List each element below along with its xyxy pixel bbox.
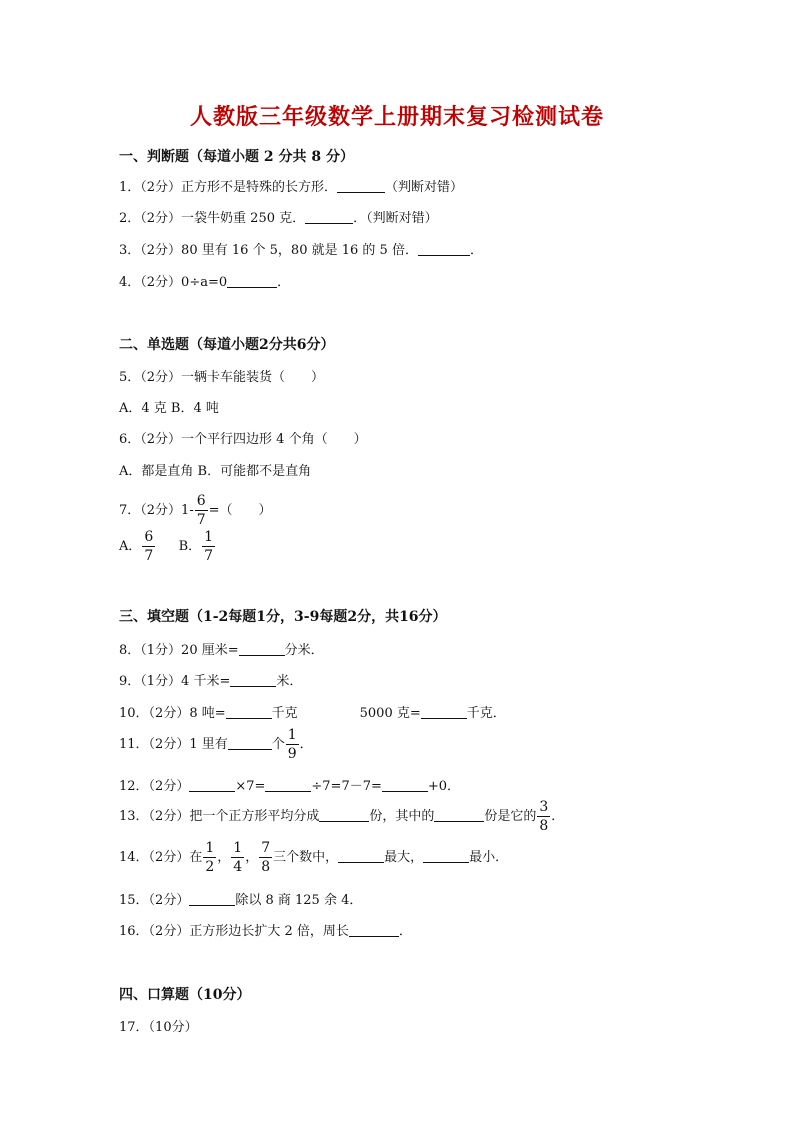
numerator: 1: [233, 840, 243, 856]
question-5-options: A．4 克 B．4 吨: [119, 401, 219, 416]
numerator: 3: [539, 799, 549, 815]
question-text: 16．（2分）正方形边长扩大 2 倍，周长: [119, 924, 349, 939]
question-text: ．: [398, 924, 412, 939]
fraction: [195, 494, 208, 527]
question-15: [119, 889, 362, 908]
fraction: [537, 800, 550, 833]
question-text: ．: [299, 737, 313, 752]
numerator: 6: [144, 529, 154, 545]
denominator: 4: [233, 859, 243, 875]
question-8: [119, 639, 324, 658]
question-1: [119, 176, 463, 195]
question-text: 7．（2分）: [119, 503, 182, 518]
fraction: [203, 841, 216, 874]
numerator: 1: [287, 727, 297, 743]
question-text: 15．（2分）: [119, 893, 190, 908]
question-7-options: [119, 530, 216, 563]
fraction: [259, 841, 272, 874]
answer-blank: [230, 673, 276, 687]
separator: ，: [217, 850, 231, 865]
question-3: [119, 239, 483, 258]
question-text: 11．（2分）1 里有: [119, 737, 228, 752]
denominator: 8: [261, 859, 271, 875]
answer-blank: [228, 736, 272, 750]
question-9: [119, 670, 302, 689]
section-heading-mental-math: 四、口算题（10分）: [119, 987, 251, 1003]
question-13: [119, 800, 564, 833]
fraction: [142, 530, 155, 563]
question-6-options: A．都是直角 B．可能都不是直角: [119, 464, 312, 479]
question-10: [119, 702, 506, 721]
answer-blank: [189, 892, 235, 906]
question-text: 份，其中的: [369, 809, 435, 824]
section-heading-fill-in: 三、填空题（1-2每题1分，3-9每题2分，共16分）: [119, 609, 447, 625]
question-text: 米．: [276, 674, 303, 689]
question-11: [119, 728, 313, 761]
answer-blank: [434, 808, 484, 822]
question-text: 分米．: [284, 643, 324, 658]
question-text: 8．（1分）20 厘米=: [119, 643, 239, 658]
question-text: 13．（2分）把一个正方形平均分成: [119, 809, 320, 824]
question-2: [119, 207, 438, 226]
question-text: 最小．: [469, 850, 509, 865]
question-text: 1．（2分）正方形不是特殊的长方形．: [119, 180, 338, 195]
question-text: 14．（2分）在: [119, 850, 203, 865]
denominator: 7: [204, 548, 214, 564]
question-text: =（ ）: [208, 503, 272, 518]
answer-blank: [265, 778, 311, 792]
question-12: [119, 775, 460, 794]
question-text: 千克: [271, 706, 298, 721]
answer-blank: [337, 179, 385, 193]
question-16: [119, 920, 412, 939]
question-text: 10．（2分）8 吨=: [119, 706, 226, 721]
question-text: 12．（2分）: [119, 779, 190, 794]
question-text: 3．（2分）80 里有 16 个 5，80 就是 16 的 5 倍．: [119, 243, 418, 258]
answer-blank: [382, 778, 428, 792]
question-text: 4．（2分）0÷a=0: [119, 275, 228, 290]
question-text: 千克．: [466, 706, 506, 721]
denominator: 7: [144, 548, 154, 564]
section-heading-multiple-choice: 二、单选题（每道小题2分共6分）: [119, 337, 335, 353]
minus-sign: -: [189, 503, 194, 518]
question-6: 6．（2分）一个平行四边形 4 个角（ ）: [119, 432, 367, 447]
question-5: 5．（2分）一辆卡车能装货（ ）: [119, 370, 325, 385]
answer-blank: [227, 274, 277, 288]
question-text: ×7=: [235, 779, 266, 794]
answer-blank: [305, 210, 353, 224]
question-7: [119, 494, 272, 527]
separator: ，: [245, 850, 259, 865]
fraction: [202, 530, 215, 563]
question-text: +0．: [427, 779, 461, 794]
numerator: 6: [196, 493, 206, 509]
denominator: 9: [287, 746, 297, 762]
question-text: 除以 8 商 125 余 4．: [235, 893, 363, 908]
question-text: ．（判断对错）: [353, 211, 438, 226]
whole-number: 1: [181, 503, 190, 518]
question-4: [119, 271, 290, 290]
page-title: 人教版三年级数学上册期末复习检测试卷: [189, 104, 604, 130]
question-text: ．: [469, 243, 483, 258]
fraction: [286, 728, 299, 761]
answer-blank: [239, 642, 285, 656]
question-text: ÷7=7－7=: [311, 779, 382, 794]
denominator: 2: [205, 859, 215, 875]
question-text: 份是它的: [484, 809, 537, 824]
option-a-label: A．: [119, 539, 142, 554]
question-text: 2．（2分）一袋牛奶重 250 克．: [119, 211, 306, 226]
fraction: [231, 841, 244, 874]
denominator: 7: [196, 512, 206, 528]
numerator: 7: [261, 840, 271, 856]
question-14: [119, 841, 508, 874]
question-text: 5000 克=: [359, 706, 421, 721]
answer-blank: [349, 923, 399, 937]
section-heading-judgment: 一、判断题（每道小题 2 分共 8 分）: [119, 149, 354, 165]
numerator: 1: [204, 529, 214, 545]
denominator: 8: [539, 818, 549, 834]
answer-blank: [423, 849, 469, 863]
question-text: 9．（1分）4 千米=: [119, 674, 231, 689]
answer-blank: [319, 808, 369, 822]
option-b-label: B．: [178, 539, 202, 554]
question-text: 个: [271, 737, 285, 752]
question-17: 17．（10分）: [119, 1020, 198, 1035]
answer-blank: [418, 242, 470, 256]
question-text: 三个数中，: [273, 850, 339, 865]
question-text: ．: [551, 809, 565, 824]
question-text: 最大，: [384, 850, 424, 865]
numerator: 1: [205, 840, 215, 856]
question-text: ．: [277, 275, 291, 290]
answer-blank: [189, 778, 235, 792]
answer-blank: [421, 705, 467, 719]
answer-blank: [338, 849, 384, 863]
question-text: （判断对错）: [385, 180, 464, 195]
answer-blank: [226, 705, 272, 719]
